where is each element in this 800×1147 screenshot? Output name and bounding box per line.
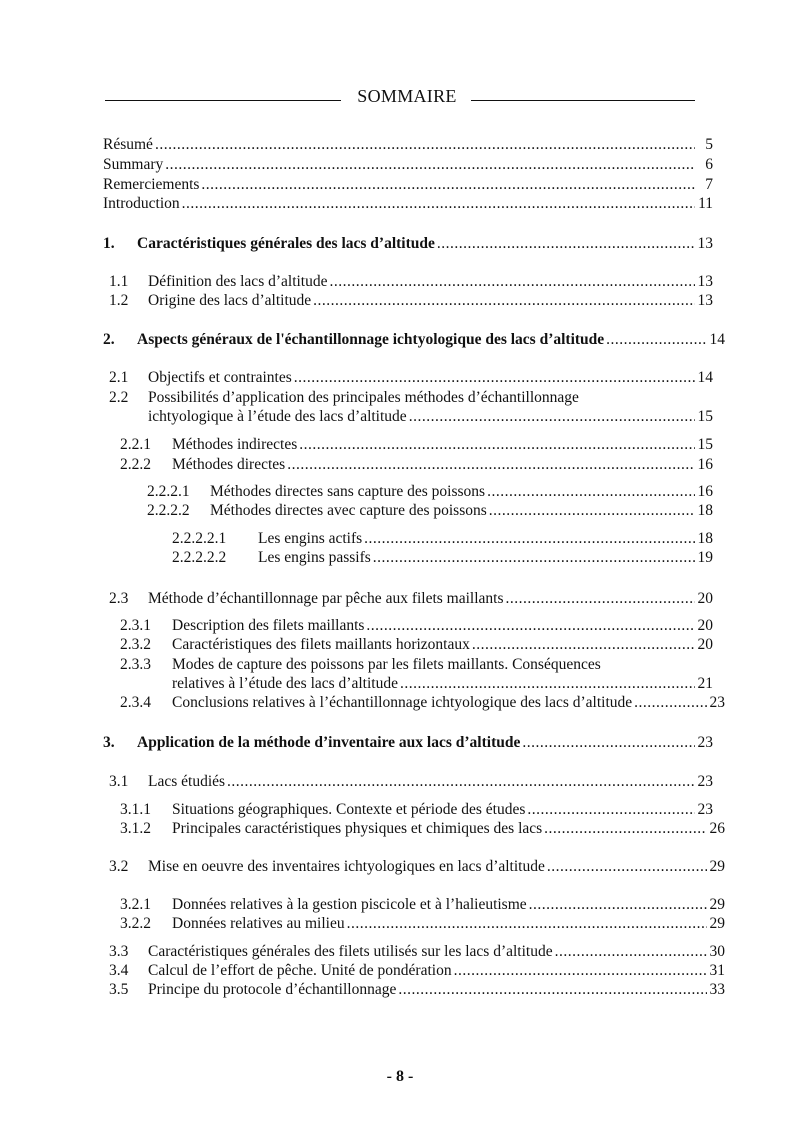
- toc-leader: [398, 981, 707, 998]
- toc-entry-2-2-2-2-1: [172, 530, 713, 547]
- toc-entry-text: Application de la méthode d’inventaire aux lacs d’altitude: [137, 734, 521, 751]
- toc-page-number: 18: [697, 530, 713, 547]
- page-number-footer: - 8 -: [386, 1068, 414, 1085]
- toc-entry-text: Aspects généraux de l'échantillonnage ichtyologique des lacs d’altitude: [137, 331, 605, 348]
- toc-entry-text: Méthodes directes: [172, 456, 286, 473]
- toc-entry-2-2-2-2: [147, 502, 713, 519]
- toc-leader: [227, 773, 695, 790]
- toc-entry-number: 3.1: [109, 773, 129, 790]
- toc-page-number: 11: [698, 195, 713, 212]
- toc-entry-2-3-3-line1: [120, 656, 601, 673]
- toc-entry-text: Objectifs et contraintes: [148, 369, 292, 386]
- toc-leader: [299, 436, 695, 453]
- toc-entry-2-2: [148, 408, 713, 425]
- toc-leader: [634, 694, 707, 711]
- toc-entry-text: Données relatives à la gestion piscicole et à l’halieutisme: [172, 896, 527, 913]
- toc-entry-2-1: [109, 369, 713, 386]
- toc-entry-3-1-1: [120, 801, 713, 818]
- toc-page-number: 33: [709, 981, 725, 998]
- toc-entry-number: 1.: [103, 235, 115, 252]
- toc-leader: [366, 617, 695, 634]
- toc-entry-text: Méthodes directes sans capture des poissons: [210, 483, 486, 500]
- toc-leader: [400, 675, 695, 692]
- toc-page-number: 20: [697, 636, 713, 653]
- toc-leader: [155, 136, 695, 153]
- toc-entry-text: Méthodes directes avec capture des poissons: [210, 502, 487, 519]
- toc-section-3: [103, 734, 713, 751]
- toc-entry-text: Calcul de l’effort de pêche. Unité de pondération: [148, 962, 452, 979]
- toc-entry-number: 3.5: [109, 981, 129, 998]
- toc-entry-2-3-3: [172, 675, 713, 692]
- toc-entry-number: 3.1.2: [120, 820, 151, 837]
- toc-entry-number: 3.2: [109, 858, 129, 875]
- toc-page-number: 23: [697, 801, 713, 818]
- toc-page-number: 19: [697, 549, 713, 566]
- toc-page-number: 23: [697, 734, 713, 751]
- toc-entry-text: Remerciements: [103, 176, 200, 193]
- toc-entry-3-1-2: [120, 820, 725, 837]
- toc-page-number: 13: [697, 235, 713, 252]
- toc-leader: [529, 896, 707, 913]
- toc-entry-2-2-2-2-2: [172, 549, 713, 566]
- toc-page-number: 26: [709, 820, 725, 837]
- toc-page-number: 18: [697, 502, 713, 519]
- toc-entry-text: Caractéristiques des filets maillants horizontaux: [172, 636, 470, 653]
- toc-entry-number: 3.4: [109, 962, 129, 979]
- toc-page-number: 13: [697, 273, 713, 290]
- toc-entry-2-3: [109, 590, 713, 607]
- toc-entry-introduction: [103, 195, 713, 212]
- toc-entry-2-2-1: [120, 436, 713, 453]
- toc-entry-3-1: [109, 773, 713, 790]
- toc-entry-number: 2.3.3: [120, 656, 151, 673]
- toc-entry-text: Introduction: [103, 195, 180, 212]
- toc-entry-text: Principe du protocole d’échantillonnage: [148, 981, 397, 998]
- toc-section-1: [103, 235, 713, 252]
- toc-section-2: [103, 331, 725, 348]
- toc-leader: [313, 292, 695, 309]
- toc-leader: [364, 530, 695, 547]
- toc-page-number: 20: [697, 617, 713, 634]
- toc-entry-number: 2.3.2: [120, 636, 151, 653]
- toc-page-number: 16: [697, 483, 713, 500]
- toc-entry-number: 2.2: [109, 389, 129, 406]
- toc-leader: [527, 801, 695, 818]
- toc-entry-number: 3.3: [109, 943, 129, 960]
- toc-entry-number: 2.1: [109, 369, 129, 386]
- toc-entry-number: 2.2.1: [120, 436, 151, 453]
- toc-page-number: 23: [709, 694, 725, 711]
- toc-page-number: 13: [697, 292, 713, 309]
- toc-page-number: 30: [709, 943, 725, 960]
- toc-leader: [547, 858, 707, 875]
- toc-leader: [330, 273, 696, 290]
- toc-entry-text-continued: ichtyologique à l’étude des lacs d’altitude: [148, 408, 407, 425]
- toc-page-number: 15: [697, 408, 713, 425]
- toc-leader: [454, 962, 707, 979]
- toc-page-number: 15: [697, 436, 713, 453]
- toc-entry-2-2-2: [120, 456, 713, 473]
- toc-page-number: 23: [697, 773, 713, 790]
- toc-leader: [347, 915, 707, 932]
- toc-entry-2-3-4: [120, 694, 725, 711]
- toc-entry-text: Les engins actifs: [258, 530, 363, 547]
- toc-entry-number: 2.2.2.1: [147, 483, 190, 500]
- toc-leader: [606, 331, 707, 348]
- toc-leader: [201, 176, 695, 193]
- toc-leader: [472, 636, 695, 653]
- toc-entry-text: Résumé: [103, 136, 153, 153]
- toc-entry-resume: [103, 136, 713, 153]
- toc-entry-number: 3.2.2: [120, 915, 151, 932]
- toc-entry-text: Caractéristiques générales des filets utilisés sur les lacs d’altitude: [148, 943, 553, 960]
- toc-leader: [522, 734, 695, 751]
- toc-entry-text: Summary: [103, 156, 164, 173]
- page-title: SOMMAIRE: [357, 86, 457, 106]
- toc-entry-number: 3.2.1: [120, 896, 151, 913]
- toc-entry-text: Modes de capture des poissons par les filets maillants. Conséquences: [172, 656, 601, 673]
- toc-entry-text: Principales caractéristiques physiques et chimiques des lacs: [172, 820, 543, 837]
- toc-entry-text: Caractéristiques générales des lacs d’altitude: [137, 235, 435, 252]
- toc-leader: [487, 483, 695, 500]
- toc-leader: [182, 195, 695, 212]
- toc-leader: [489, 502, 695, 519]
- toc-entry-number: 1.2: [109, 292, 129, 309]
- toc-entry-2-3-1: [120, 617, 713, 634]
- toc-leader: [294, 369, 695, 386]
- toc-entry-number: 3.: [103, 734, 115, 751]
- toc-leader: [544, 820, 707, 837]
- toc-entry-text: Données relatives au milieu: [172, 915, 345, 932]
- toc-entry-text: Conclusions relatives à l’échantillonnage ichtyologique des lacs d’altitude: [172, 694, 633, 711]
- toc-entry-text: Possibilités d’application des principales méthodes d’échantillonnage: [148, 389, 579, 406]
- toc-entry-1-1: [109, 273, 713, 290]
- toc-entry-2-2-line1: [109, 389, 579, 406]
- toc-entry-number: 2.2.2.2: [147, 502, 190, 519]
- toc-page-number: 21: [697, 675, 713, 692]
- toc-leader: [437, 235, 695, 252]
- toc-entry-text: Lacs étudiés: [148, 773, 226, 790]
- toc-entry-number: 2.3.1: [120, 617, 151, 634]
- toc-entry-summary: [103, 156, 713, 173]
- toc-page-number: 20: [697, 590, 713, 607]
- toc-page-number: 31: [709, 962, 725, 979]
- toc-leader: [165, 156, 695, 173]
- toc-entry-text: Les engins passifs: [258, 549, 371, 566]
- toc-entry-number: 2.3.4: [120, 694, 151, 711]
- toc-leader: [409, 408, 695, 425]
- toc-entry-2-2-2-1: [147, 483, 713, 500]
- toc-leader: [287, 456, 695, 473]
- toc-page-number: 29: [709, 858, 725, 875]
- toc-entry-text-continued: relatives à l’étude des lacs d’altitude: [172, 675, 398, 692]
- toc-entry-number: 1.1: [109, 273, 129, 290]
- title-row: [105, 86, 695, 112]
- toc-entry-text: Définition des lacs d’altitude: [148, 273, 328, 290]
- toc-leader: [373, 549, 695, 566]
- toc-entry-text: Mise en oeuvre des inventaires ichtyologiques en lacs d’altitude: [148, 858, 545, 875]
- toc-entry-number: 2.2.2: [120, 456, 151, 473]
- toc-entry-text: Situations géographiques. Contexte et période des études: [172, 801, 526, 818]
- toc-page-number: 5: [705, 136, 713, 153]
- toc-entry-3-2: [109, 858, 725, 875]
- toc-entry-number: 2.3: [109, 590, 129, 607]
- toc-entry-remerciements: [103, 176, 713, 193]
- toc-page-number: 6: [705, 156, 713, 173]
- toc-page-number: 16: [697, 456, 713, 473]
- title-rule-right: [471, 100, 695, 101]
- toc-entry-number: 2.: [103, 331, 115, 348]
- toc-entry-3-2-1: [120, 896, 725, 913]
- toc-page-number: 29: [709, 896, 725, 913]
- toc-entry-3-3: [109, 943, 725, 960]
- toc-leader: [555, 943, 707, 960]
- toc-page-number: 14: [709, 331, 725, 348]
- toc-entry-text: Méthode d’échantillonnage par pêche aux filets maillants: [148, 590, 504, 607]
- toc-leader: [506, 590, 695, 607]
- toc-entry-3-2-2: [120, 915, 725, 932]
- toc-entry-3-5: [109, 981, 725, 998]
- toc-page-number: 7: [705, 176, 713, 193]
- toc-entry-number: 2.2.2.2.2: [172, 549, 227, 566]
- toc-entry-text: Méthodes indirectes: [172, 436, 298, 453]
- toc-page-number: 14: [697, 369, 713, 386]
- toc-entry-number: 3.1.1: [120, 801, 151, 818]
- toc-entry-text: Description des filets maillants: [172, 617, 365, 634]
- title-rule-left: [105, 100, 341, 101]
- toc-entry-number: 2.2.2.2.1: [172, 530, 227, 547]
- toc-entry-2-3-2: [120, 636, 713, 653]
- toc-entry-text: Origine des lacs d’altitude: [148, 292, 312, 309]
- toc-page-number: 29: [709, 915, 725, 932]
- toc-entry-3-4: [109, 962, 725, 979]
- toc-entry-1-2: [109, 292, 713, 309]
